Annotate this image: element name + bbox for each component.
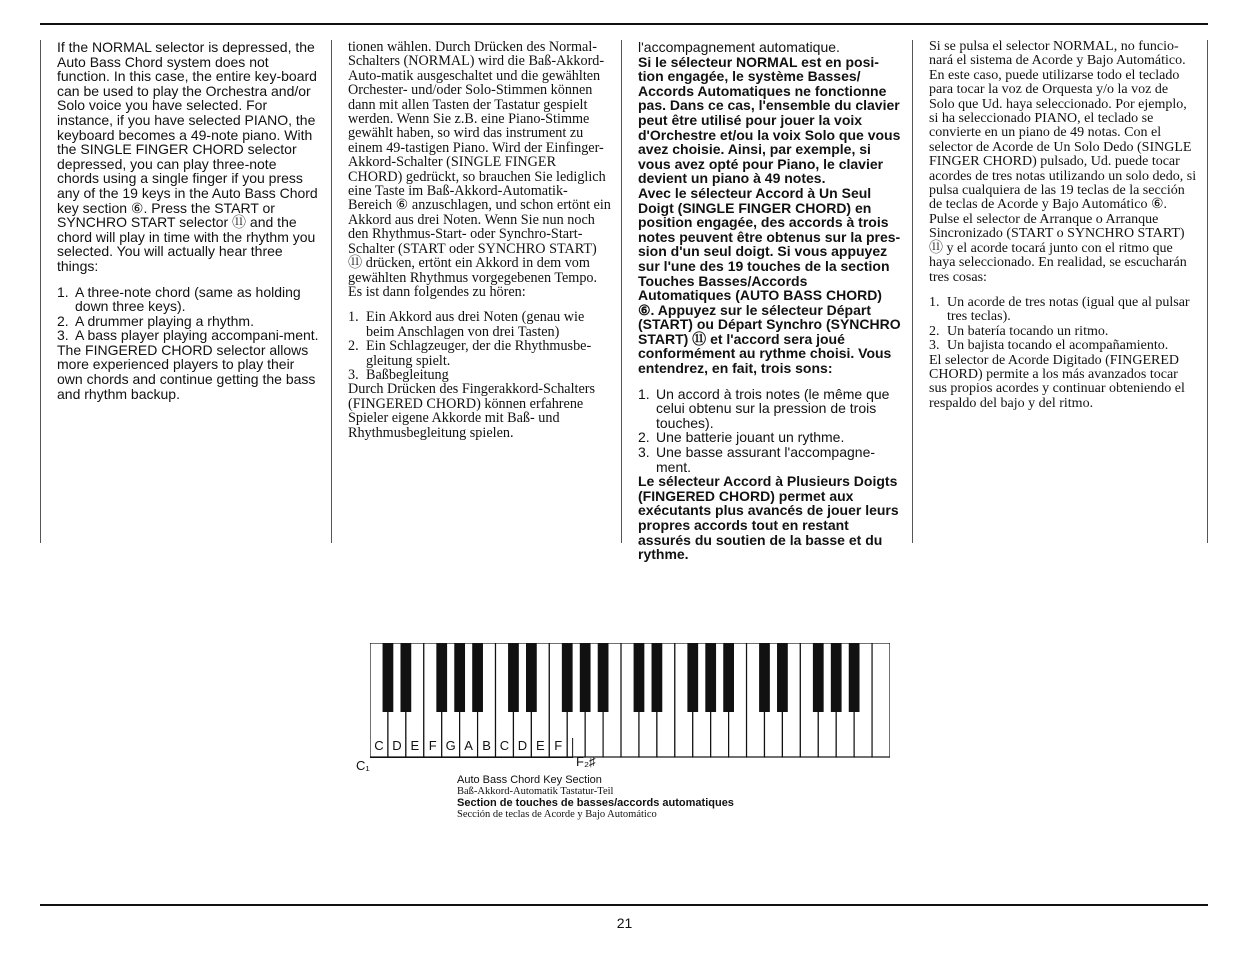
white-key	[872, 643, 890, 757]
list-item: 3. Une basse assurant l'accompagne-ment.	[638, 444, 876, 475]
key-label: F	[428, 738, 437, 753]
key-label: E	[536, 738, 545, 753]
bottom-rule	[40, 904, 1208, 906]
list-item: 1. A three-note chord (same as holding down three keys).	[57, 283, 301, 315]
french-paragraph-1b: Si le sélecteur NORMAL est en posi-tion engagée, le système Basses/ Accords Automatiques ne fonctionne pas. Dans ce cas, l'ensemble du clavier peut être utilisé pour jouer la voix d'Orchestre et/ou la voix Solo que vous avez choisie. Ainsi, par exemple, si vous avez opté pour Piano, le clavier devient un piano à 49 notes.	[638, 53, 901, 187]
black-key	[472, 643, 483, 712]
black-key	[580, 643, 591, 712]
black-key	[454, 643, 465, 712]
black-key	[849, 643, 860, 712]
keyboard-start-label: C₁	[356, 758, 370, 773]
black-key	[831, 643, 842, 712]
english-list	[57, 285, 322, 343]
keyboard-caption	[457, 774, 734, 820]
list-item: 1. Ein Akkord aus drei Noten (genau wie beim Anschlagen von drei Tasten)	[348, 309, 585, 340]
black-key	[687, 643, 698, 712]
french-column	[621, 39, 912, 563]
black-key	[777, 643, 788, 712]
german-column	[331, 40, 621, 543]
french-heading-1: Avec le sélecteur Accord à Un Seul Doigt (SINGLE FINGER CHORD) en position engagée, des accords à trois notes peuvent être obtenus sur la pres-sion d'un seul doigt. Si vous appuyez sur l'une des 19 touches de la section Touches Basses/Accords Automatiques (AUTO BASS CHORD) ⑥. Appuyez sur le sélecteur Départ (START) ou Départ Synchro (SYNCHRO START) ⑪ et l'accord sera joué conformément au rythme choisi. Vous entendrez, en fait, trois sons:	[638, 184, 901, 377]
black-key	[436, 643, 447, 712]
list-item: 2. Une batterie jouant un rythme.	[638, 429, 845, 446]
caption-german: Baß-Akkord-Automatik Tastatur-Teil	[457, 786, 614, 797]
french-paragraph-2: Le sélecteur Accord à Plusieurs Doigts (FINGERED CHORD) permet aux exécutants plus avancés de jouer leurs propres accords tout en restant assurés du soutien de la basse et du rythme.	[638, 473, 899, 563]
german-list	[348, 310, 611, 382]
spanish-list	[929, 296, 1197, 354]
key-label: F	[554, 738, 563, 753]
english-paragraph-1: If the NORMAL selector is depressed, the Auto Bass Chord system does not function. In this case, the entire key-board can be used to play the Orchestra and/or Solo voice you have selected. For instance, if you have selected PIANO, the keyboard becomes a 49-note piano. With the SINGLE FINGER CHORD selector depressed, you can play three-note chords using a single finger if you press any of the 19 keys in the Auto Bass Chord key section ⑥. Press the START or SYNCHRO START selector ⑪ and the chord will play in time with the rhythm you selected. You will actually hear three things:	[57, 39, 318, 274]
caption-french: Section de touches de basses/accords automatiques	[457, 797, 734, 809]
key-label: E	[410, 738, 420, 753]
key-label: A	[464, 738, 473, 753]
black-key	[508, 643, 519, 712]
black-key	[526, 643, 537, 712]
key-label: D	[392, 738, 402, 753]
list-item: 2. Un batería tocando un ritmo.	[929, 323, 1109, 339]
black-key	[813, 643, 824, 712]
english-column	[40, 40, 332, 543]
black-key	[723, 643, 734, 712]
black-key	[634, 643, 645, 712]
key-label: G	[445, 738, 456, 753]
list-item: 3. Baßbegleitung	[348, 366, 449, 383]
key-label: C	[499, 738, 510, 753]
french-paragraph-1: l'accompagnement automatique.	[638, 39, 840, 55]
black-key	[759, 643, 770, 712]
key-label: B	[482, 738, 491, 753]
top-rule	[40, 23, 1208, 25]
black-key	[652, 643, 663, 712]
black-key	[383, 643, 394, 712]
key-label: D	[517, 738, 528, 753]
keyboard-end-label: F₂♯	[576, 754, 596, 769]
list-item: 3. Un bajista tocando el acompañamiento.	[929, 338, 1169, 354]
black-key	[562, 643, 573, 712]
black-key	[598, 643, 609, 712]
black-key	[400, 643, 411, 712]
list-item: 2. Ein Schlagzeuger, der die Rhythmusbe-gleitung spielt.	[348, 338, 592, 369]
list-item: 2. A drummer playing a rhythm.	[57, 312, 254, 329]
key-label: C	[374, 738, 384, 753]
english-paragraph-2: The FINGERED CHORD selector allows more experienced players to play their own chords and continue getting the bass and rhythm backup.	[57, 341, 316, 402]
caption-english: Auto Bass Chord Key Section	[457, 774, 602, 786]
spanish-paragraph-1: Si se pulsa el selector NORMAL, no funcio-nará el sistema de Acorde y Bajo Automático. En este caso, puede utilizarse todo el teclado para tocar la voz de Orquesta y/o la voz de Solo que Ud. haya seleccionado. Por ejemplo, si ha seleccionado PIANO, el teclado se convierte en un piano de 49 notas. Con el selector de Acorde de Un Solo Dedo (SINGLE FINGER CHORD) pulsado, Ud. puede tocar acordes de tres notas utilizando un solo dedo, si pulsa cualquiera de las 19 teclas de la sección de teclas de Acorde y Bajo Automático ⑥. Pulse el selector de Arranque o Arranque Sincronizado (START o SYNCHRO START) ⑪ y el acorde tocará junto con el ritmo que haya seleccionado. En realidad, se escucharán tres cosas:	[929, 39, 1197, 285]
spanish-paragraph-2: El selector de Acorde Digitado (FINGERED CHORD) permite a los más avanzados tocar sus propios acordes y continuar obteniendo el respaldo del bajo y del ritmo.	[929, 352, 1185, 411]
french-list	[638, 387, 902, 475]
list-item: 3. A bass player playing accompani-ment.	[57, 327, 319, 344]
german-paragraph-1: tionen wählen. Durch Drücken des Normal-Schalters (NORMAL) wird die Baß-Akkord-Auto-matik ausgeschaltet und die gewählten Orchester- und/oder Solo-Stimmen können dann mit allen Tasten der Tastatur gespielt werden. Wenn Sie z.B. eine Piano-Stimme gewählt haben, so wird das instrument zu einem 49-tastigen Piano. Wird der Einfinger-Akkord-Schalter (SINGLE FINGER CHORD) gedrückt, so brauchen Sie lediglich eine Taste im Baß-Akkord-Automatik-Bereich ⑥ anzuschlagen, und schon ertönt ein Akkord aus drei Noten. Wenn Sie nun noch den Rhythmus-Start- oder Synchro-Start-Schalter (START oder SYNCHRO START) ⑪ drücken, ertönt ein Akkord in dem vom gewählten Rhythmus vorgegebenen Tempo. Es ist dann folgendes zu hören:	[348, 39, 611, 300]
caption-spanish: Sección de teclas de Acorde y Bajo Automático	[457, 809, 657, 820]
list-item: 1. Un acorde de tres notas (igual que al pulsar tres teclas).	[929, 294, 1190, 325]
german-paragraph-2: Durch Drücken des Fingerakkord-Schalters (FINGERED CHORD) können erfahrene Spieler eigene Akkorde mit Baß- und Rhythmusbegleitung spielen.	[348, 381, 596, 441]
keyboard-diagram	[370, 643, 890, 758]
black-key	[705, 643, 716, 712]
list-item: 1. Un accord à trois notes (le même que celui obtenu sur la pression de trois touches).	[638, 385, 890, 431]
spanish-column	[912, 40, 1208, 543]
page-number: 21	[616, 915, 633, 931]
